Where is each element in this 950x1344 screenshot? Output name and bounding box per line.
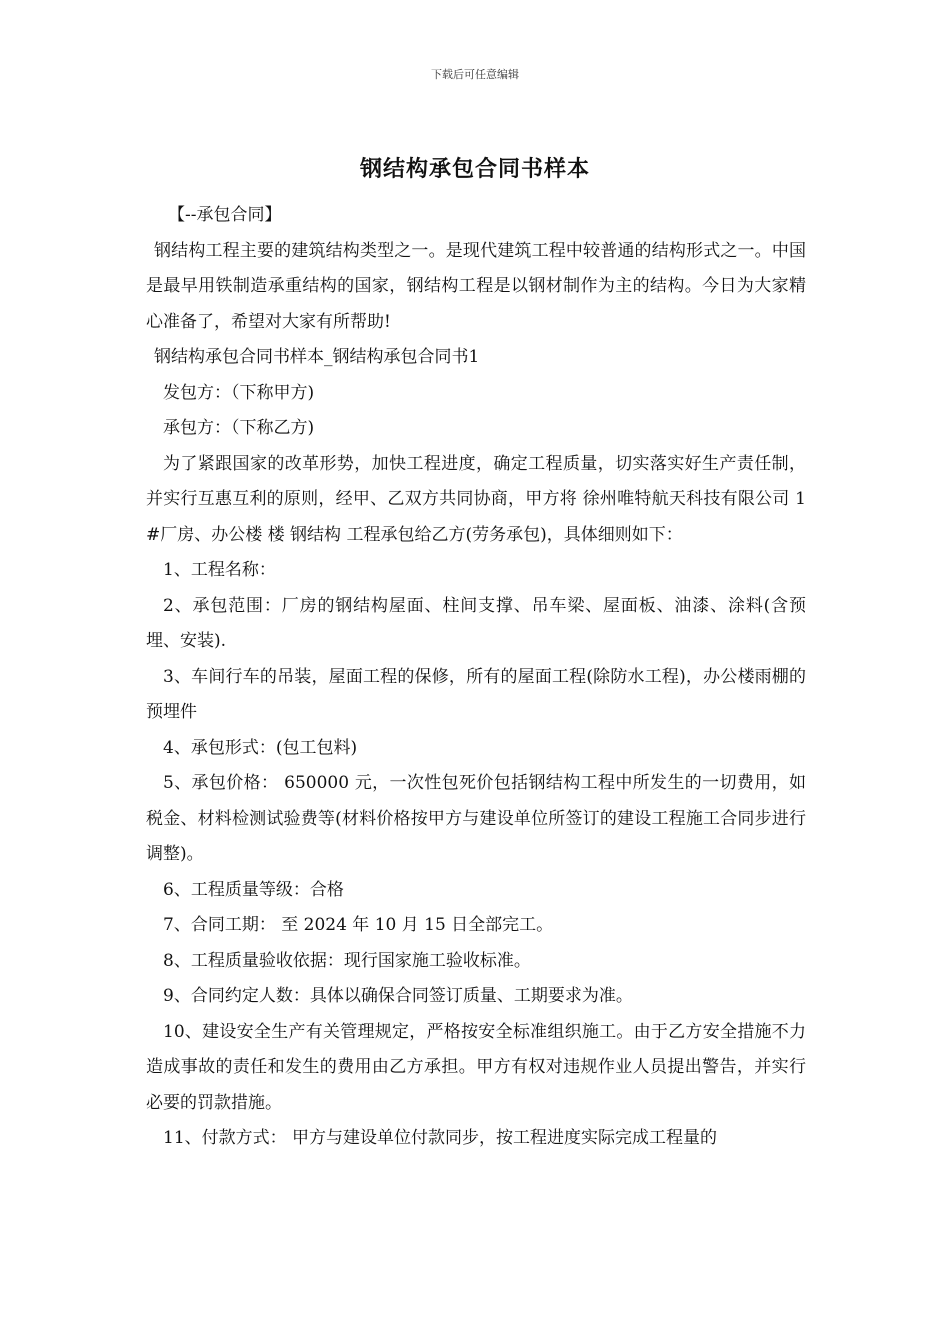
document-title: 钢结构承包合同书样本 bbox=[359, 156, 590, 182]
clause-item: 3、车间行车的吊装，屋面工程的保修，所有的屋面工程(除防水工程)，办公楼雨棚的预埋件 bbox=[146, 666, 806, 722]
section-subtitle: 钢结构承包合同书样本_钢结构承包合同书1 bbox=[154, 347, 480, 367]
category-tag: 【--承包合同】 bbox=[168, 205, 282, 225]
clause-item: 6、工程质量等级：合格 bbox=[163, 879, 344, 900]
party-b-line: 承包方：（下称乙方) bbox=[163, 418, 315, 438]
clause-item: 10、建设安全生产有关管理规定，严格按安全标准组织施工。由于乙方安全措施不力造成事故的责任和发生的费用由乙方承担。甲方有权对违规作业人员提出警告，并实行必要的罚款措施。 bbox=[146, 1021, 806, 1113]
clause-item: 8、工程质量验收依据：现行国家施工验收标准。 bbox=[163, 950, 531, 971]
clause-item: 1、工程名称： bbox=[163, 560, 276, 580]
download-note: 下载后可任意编辑 bbox=[431, 68, 519, 81]
preamble-paragraph: 为了紧跟国家的改革形势，加快工程进度，确定工程质量，切实落实好生产责任制，并实行互惠互利的原则，经甲、乙双方共同协商，甲方将 徐州唯特航天科技有限公司 1#厂房、办公楼 楼 钢结构 工程承包给乙方(劳务承包)，具体细则如下： bbox=[146, 453, 806, 545]
clause-item: 5、承包价格： 650000 元，一次性包死价包括钢结构工程中所发生的一切费用，如税金、材料检测试验费等(材料价格按甲方与建设单位所签订的建设工程施工合同步进行调整)。 bbox=[146, 773, 806, 864]
document-body bbox=[146, 198, 806, 1157]
clause-item: 2、承包范围：厂房的钢结构屋面、柱间支撑、吊车梁、屋面板、油漆、涂料(含预埋、安装). bbox=[146, 595, 806, 651]
clause-item: 4、承包形式：(包工包料) bbox=[163, 737, 358, 758]
intro-paragraph: 钢结构工程主要的建筑结构类型之一。是现代建筑工程中较普通的结构形式之一。中国是最早用铁制造承重结构的国家，钢结构工程是以钢材制作为主的结构。今日为大家精心准备了，希望对大家有所帮助! bbox=[146, 240, 806, 332]
party-a-line: 发包方：（下称甲方) bbox=[163, 382, 315, 403]
clause-item: 7、合同工期： 至 2024 年 10 月 15 日全部完工。 bbox=[163, 915, 554, 935]
clause-item: 9、合同约定人数：具体以确保合同签订质量、工期要求为准。 bbox=[163, 986, 633, 1006]
clause-item: 11、付款方式： 甲方与建设单位付款同步，按工程进度实际完成工程量的 bbox=[163, 1128, 718, 1148]
